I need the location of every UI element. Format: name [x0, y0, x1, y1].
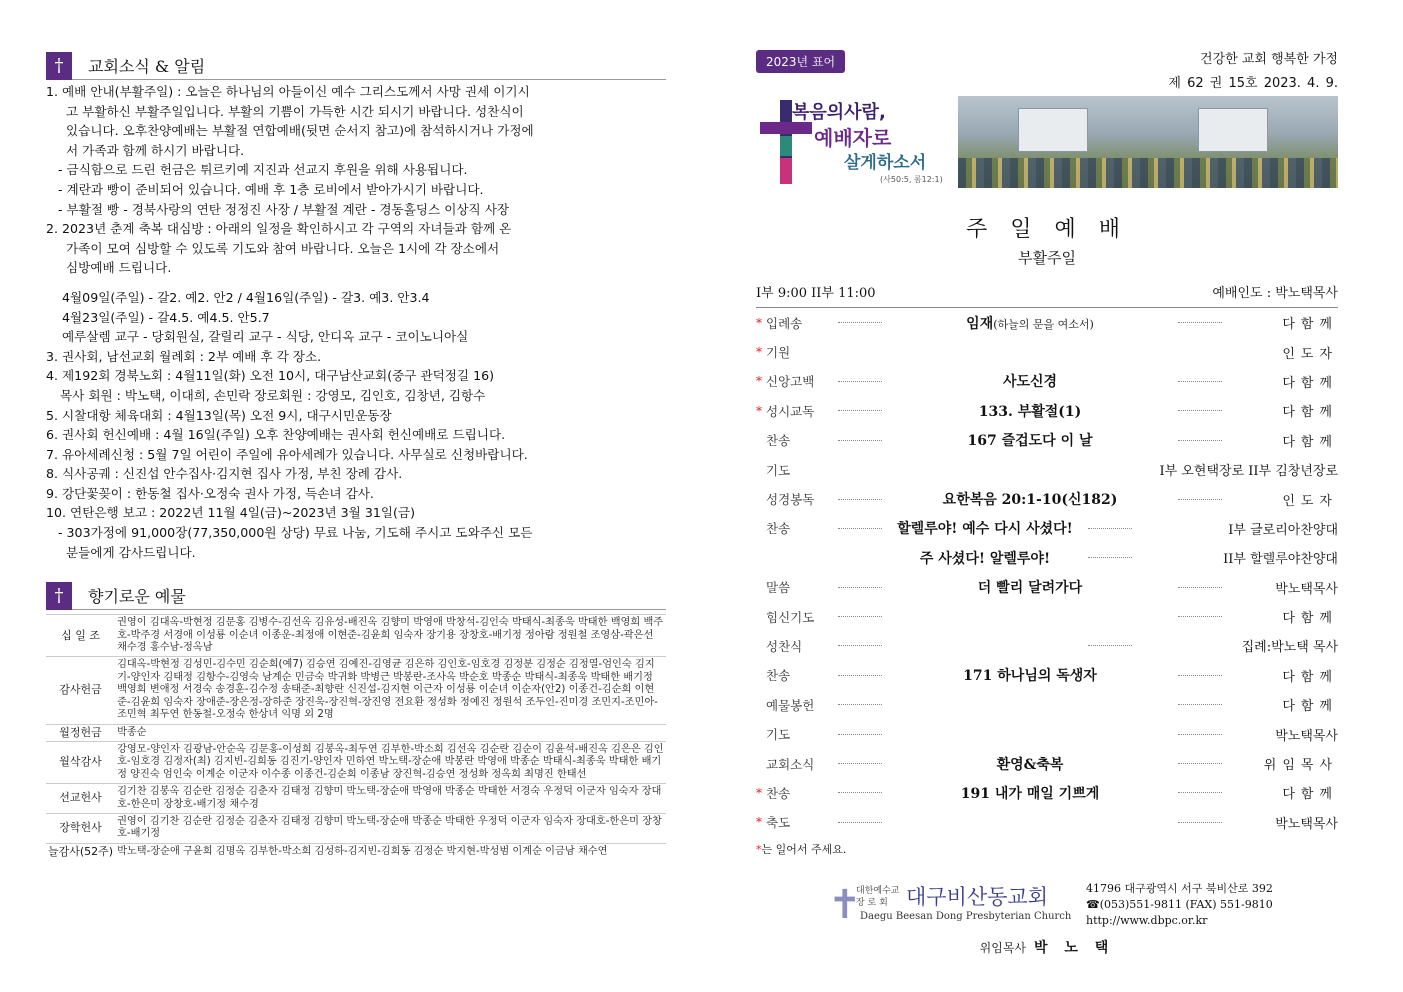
- news-line: 4월23일(주일) - 갈4.5. 예4.5. 안5.7: [62, 309, 270, 325]
- stand-mark: *: [756, 315, 762, 330]
- order-item-content: [888, 313, 1172, 333]
- content-text: 환영&축복: [996, 756, 1064, 773]
- banner: [756, 96, 1338, 194]
- order-row: [756, 573, 1338, 602]
- order-item-name: 찬송: [766, 433, 791, 449]
- dot-leader: [838, 734, 882, 735]
- dot-leader: [1088, 528, 1132, 529]
- order-item-leader: 다함께: [1282, 434, 1338, 450]
- dot-leader: [838, 616, 882, 617]
- order-item-name: 축도: [766, 815, 791, 831]
- offering-label: 월삭감사: [46, 741, 115, 783]
- order-row: [756, 778, 1338, 807]
- order-row: [756, 631, 1338, 660]
- stand-mark: *: [756, 785, 762, 800]
- order-item-name: 교회소식: [766, 756, 815, 772]
- offering-names: 김대옥-박현정 김성민-김수민 김순희(예7) 김승연 김예진-김영균 김은하 김인호-임호경 김정분 김정순 김정열-엄인숙 김지기-양인자 김태정 김항수-김영숙 남계순 민금숙 박귀화 박병근 박봉란-조사옥 박순호 박종순 박태식-최종욱 박태한 배기정 백영희 변애정 서경숙 송경훈-김수정 송태준-최향란 신진섭-김지현 이근자 이성룡 이순녀 이순자(안2) 이종건-김순희 이현준-김윤희 임숙자 장애준-장은정-장하준 장진욱-장진혁-장진영 전요환 정성화 정예진 정원석 조두인-진미경 조민지-조민아-조민혁 최두연 한동철-오정숙 한상녀 익명 외 2명: [115, 657, 666, 724]
- order-row: [756, 543, 1338, 572]
- order-item-name: 힘신기도: [766, 609, 815, 625]
- order-row: [756, 337, 1338, 366]
- stand-mark: *: [756, 374, 762, 389]
- phone: ☎(053)551-9811 (FAX) 551-9810: [1086, 898, 1273, 912]
- order-item-content: [888, 665, 1172, 685]
- offering-header: [46, 582, 666, 610]
- service-title: 주 일 예 배: [966, 217, 1128, 242]
- offering-names: 권영이 김대옥-박현정 김문홍 김병수-김선옥 김유성-배진옥 김향미 박영애 박창석-김인숙 박태식-최종욱 박태한 백영희 백주호-박주경 서경애 이성룡 이순녀 이종운-최정애 이현준-김윤희 임숙자 장기용 장창호-배기정 정아람 정원철 조영삼-곽은선 채수경 홍수남-정옥남: [115, 615, 666, 657]
- content-text: 할렐루야! 예수 다시 사셨다!: [897, 521, 1073, 538]
- news-line: - 부활절 빵 - 경북사랑의 연탄 정정진 사장 / 부활절 계란 - 경동홀딩스 이상직 사장: [58, 201, 510, 217]
- dot-leader: [838, 499, 882, 500]
- order-item-name: 성찬식: [766, 638, 803, 654]
- offering-label: 월정헌금: [46, 724, 115, 741]
- cross-icon: †: [46, 52, 72, 80]
- order-item-leader: 위임목사: [1263, 758, 1338, 774]
- order-item-name: 찬송: [766, 668, 791, 684]
- order-item-leader: 집례:박노택 목사: [1241, 640, 1338, 656]
- offering-label: 장학헌사: [46, 813, 115, 843]
- order-item-leader: 박노택목사: [1275, 816, 1338, 832]
- offering-row: [46, 615, 666, 657]
- order-item-content: [888, 401, 1172, 421]
- content-text: 사도신경: [1002, 374, 1058, 391]
- news-line: 7. 유아세례신청 : 5월 7일 어린이 주일에 유아세례가 있습니다. 사무실로 신청바랍니다.: [46, 446, 528, 462]
- order-item-name: 성시교독: [766, 403, 815, 419]
- note-text: 는 일어서 주세요.: [761, 843, 847, 857]
- order-item-content: [888, 754, 1172, 774]
- dot-leader: [838, 792, 882, 793]
- offering-row: [46, 724, 666, 741]
- offering-label: 십 일 조: [46, 615, 115, 657]
- church-footer: [756, 877, 1338, 947]
- order-row: [756, 514, 1338, 543]
- news-line: 있습니다. 오후찬양예배는 부활절 연합예배(뒷면 순서지 참고)에 참석하시거나 가정에: [66, 123, 534, 139]
- news-line: 8. 식사공궤 : 신진섭 안수집사·김지현 집사 가정, 부친 장례 감사.: [46, 466, 403, 482]
- news-line: 예루살렘 교구 - 당회원실, 갈릴리 교구 - 식당, 안디옥 교구 - 코이노니아실: [62, 329, 469, 345]
- service-times: I부 9:00 II부 11:00: [756, 286, 876, 301]
- logo-line-2: 예배자로: [814, 126, 892, 150]
- church-contact: [1086, 881, 1273, 929]
- content-text: 임재: [966, 315, 994, 332]
- content-text: 주 사셨다! 알렐루야!: [919, 550, 1051, 567]
- news-line: 목사 회원 : 박노택, 이대희, 손민락 장로회원 : 강영모, 김인호, 김창년, 김항수: [60, 387, 486, 403]
- logo-line-1: 복음의사람,: [792, 102, 886, 123]
- slogan: 건강한 교회 행복한 가정: [1200, 52, 1338, 67]
- order-item-leader: 박노택목사: [1275, 581, 1338, 597]
- order-item-name: 신앙고백: [766, 374, 815, 390]
- news-title: 교회소식 & 알림: [88, 57, 206, 76]
- dot-leader: [1178, 410, 1222, 411]
- standing-note: [756, 841, 1338, 857]
- issue-date: 제 62 권 15호 2023. 4. 9.: [1168, 76, 1338, 91]
- right-column: [756, 46, 1338, 957]
- order-item-name: 찬송: [766, 785, 791, 801]
- dot-leader: [838, 587, 882, 588]
- dot-leader: [838, 528, 882, 529]
- dot-leader: [1178, 822, 1222, 823]
- order-item-leader: 다함께: [1282, 375, 1338, 391]
- news-line: - 계란과 빵이 준비되어 있습니다. 예배 후 1층 로비에서 받아가시기 바랍니다.: [58, 181, 484, 197]
- offering-label: 감사헌금: [46, 657, 115, 724]
- top-bar: [756, 46, 1338, 96]
- content-text: 더 빨리 달려가다: [977, 580, 1083, 597]
- offering-row: [46, 813, 666, 843]
- news-line: 3. 권사회, 남선교회 월례회 : 2부 예배 후 각 장소.: [46, 348, 322, 364]
- order-row: [756, 749, 1338, 778]
- news-line: 가족이 모여 심방할 수 있도록 기도와 참여 바랍니다. 오늘은 1시에 각 장소에서: [66, 240, 500, 256]
- order-row: [756, 602, 1338, 631]
- order-item-leader: 다함께: [1282, 787, 1338, 803]
- news-line: 고 부활하신 부활주일입니다. 부활의 기쁨이 가득한 시간 되시기 바랍니다. 성찬식이: [66, 103, 524, 119]
- order-row: [756, 426, 1338, 455]
- order-item-leader: 인도자: [1282, 346, 1338, 362]
- order-item-leader: 다함께: [1282, 611, 1338, 627]
- news-line: 분들에게 감사드립니다.: [66, 544, 196, 560]
- order-row: [756, 455, 1338, 484]
- worship-photo: [958, 96, 1338, 188]
- news-line: 2. 2023년 춘계 축복 대심방 : 아래의 일정을 확인하시고 각 구역의 자녀들과 함께 온: [46, 221, 512, 237]
- dot-leader: [1178, 734, 1222, 735]
- offering-names: 권영이 김기찬 김순란 김정순 김춘자 김태정 김향미 박노택-장순애 박종순 박태한 우정덕 이군자 임숙자 장대호-한은미 장창호-배기정: [115, 813, 666, 843]
- dot-leader: [838, 410, 882, 411]
- news-header: [46, 52, 666, 80]
- order-item-content: [888, 783, 1172, 803]
- content-text: 167 즐겁도다 이 날: [967, 433, 1093, 450]
- order-row: [756, 661, 1338, 690]
- logo-line-3: 살게하소서: [844, 153, 927, 173]
- pastor-name: 박 노 택: [1034, 940, 1115, 957]
- offering-row: [46, 843, 666, 860]
- order-item-name: 입례송: [766, 315, 803, 331]
- order-row: [756, 484, 1338, 513]
- news-line: - 금식함으로 드린 헌금은 튀르키예 지진과 선교지 후원을 위해 사용됩니다.: [58, 162, 468, 178]
- service-leader: 예배인도 : 박노택목사: [1212, 286, 1338, 301]
- order-item-content: [888, 430, 1172, 450]
- dot-leader: [1178, 499, 1222, 500]
- dot-leader: [838, 763, 882, 764]
- dot-leader: [838, 645, 882, 646]
- news-list: [46, 82, 666, 562]
- offering-label: 늘감사(52주): [46, 843, 115, 860]
- dot-leader: [1178, 763, 1222, 764]
- order-item-name: 기도: [766, 462, 791, 478]
- order-row: [756, 690, 1338, 719]
- cross-icon: †: [46, 582, 72, 610]
- content-text: 133. 부활절(1): [978, 403, 1082, 420]
- offering-table: [46, 614, 666, 860]
- news-line: 심방예배 드립니다.: [66, 260, 172, 276]
- dot-leader: [838, 381, 882, 382]
- content-text: 191 내가 매일 기쁘게: [960, 785, 1100, 802]
- order-item-name: 기도: [766, 727, 791, 743]
- news-line: - 303가정에 91,000장(77,350,000원 상당) 무료 나눔, 기도해 주시고 도와주신 모든: [58, 525, 533, 541]
- dot-leader: [1178, 704, 1222, 705]
- order-row: [756, 396, 1338, 425]
- dot-leader: [1178, 616, 1222, 617]
- service-times-row: [756, 282, 1338, 308]
- order-item-leader: I부 글로리아찬양대: [1228, 522, 1338, 538]
- order-item-content: [888, 489, 1172, 509]
- year-badge: 2023년 표어: [756, 50, 845, 73]
- dot-leader: [1178, 675, 1222, 676]
- news-line: 서 가족과 함께 하시기 바랍니다.: [66, 142, 245, 158]
- logo-verse: (사50:5, 롬12:1): [880, 175, 943, 184]
- dot-leader: [838, 440, 882, 441]
- news-line: 9. 강단꽃꽂이 : 한동철 집사·오정숙 권사 가정, 득손녀 감사.: [46, 485, 374, 501]
- order-item-leader: II부 할렐루야찬양대: [1223, 552, 1338, 568]
- offering-names: 강영모-양인자 김광남-안순옥 김문홍-이성희 김봉옥-최두연 김부한-박소희 김선옥 김순란 김순이 김윤석-배진옥 김은은 김인호-임호경 김정자(최) 김지빈-김희동 김진기-양인자 민하연 박노택-장순애 박봉란 박영애 박종순 박태식-최종욱 박태한 배기정 양진숙 엄인숙 이계순 이군자 이수종 이종건-김순희 이종남 장진혁-김승연 정성화 정옥희 최명진 한태선: [115, 741, 666, 783]
- order-item-leader: 다함께: [1282, 405, 1338, 421]
- dot-leader: [838, 704, 882, 705]
- news-line: 5. 시찰대항 체육대회 : 4월13일(목) 오전 9시, 대구시민운동장: [46, 407, 392, 423]
- order-of-worship: [756, 308, 1338, 837]
- church-name: 대구비산동교회: [906, 885, 1049, 910]
- news-line: 6. 권사회 헌신예배 : 4월 16일(주일) 오후 찬양예배는 권사회 헌신예배로 드립니다.: [46, 427, 506, 443]
- offering-row: [46, 784, 666, 814]
- stand-mark: *: [756, 403, 762, 418]
- offering-row: [46, 657, 666, 724]
- order-item-name: 말씀: [766, 580, 791, 596]
- order-item-content: [888, 548, 1082, 568]
- order-item-name: 성경봉독: [766, 492, 815, 508]
- news-line: 10. 연탄은행 보고 : 2022년 11월 4일(금)~2023년 3월 31일(금): [46, 505, 415, 521]
- address: 41796 대구광역시 서구 북비산로 392: [1086, 882, 1273, 896]
- order-item-name: 찬송: [766, 521, 791, 537]
- dot-leader: [838, 822, 882, 823]
- offering-row: [46, 741, 666, 783]
- order-item-leader: I부 오현택장로 II부 김창년장로: [1159, 464, 1338, 480]
- content-text: 171 하나님의 독생자: [963, 668, 1097, 685]
- dot-leader: [1178, 440, 1222, 441]
- church-english-name: Daegu Beesan Dong Presbyterian Church: [860, 911, 1072, 923]
- website: http://www.dbpc.or.kr: [1086, 914, 1208, 928]
- denomination: 대한예수교 장 로 회: [856, 886, 900, 909]
- service-subtitle: 부활주일: [1018, 249, 1076, 267]
- offering-label: 선교헌사: [46, 784, 115, 814]
- order-item-leader: 박노택목사: [1275, 728, 1338, 744]
- order-item-leader: 다함께: [1282, 699, 1338, 715]
- offering-title: 향기로운 예물: [88, 587, 186, 607]
- news-line: 4월09일(주일) - 갈2. 예2. 안2 / 4월16일(주일) - 갈3. 예3. 안3.4: [62, 289, 430, 305]
- order-row: [756, 808, 1338, 837]
- dot-leader: [1178, 322, 1222, 323]
- order-row: [756, 367, 1338, 396]
- order-item-leader: 다함께: [1282, 669, 1338, 685]
- offering-names: 김기찬 김봉옥 김순란 김정순 김춘자 김태정 김향미 박노택-장순애 박영애 박종순 박태한 서경숙 우정덕 이군자 임숙자 장대호-한은미 장창호-배기정 채수경: [115, 784, 666, 814]
- news-line: [46, 278, 666, 288]
- stand-mark: *: [756, 345, 762, 360]
- order-item-leader: 다함께: [1282, 317, 1338, 333]
- order-item-content: [888, 577, 1172, 597]
- content-note: (하늘의 문을 여소서): [993, 317, 1094, 331]
- order-row: [756, 308, 1338, 337]
- order-item-content: [888, 518, 1082, 538]
- order-item-leader: 인도자: [1282, 493, 1338, 509]
- dot-leader: [1088, 557, 1132, 558]
- left-column: [46, 52, 666, 860]
- content-text: 요한복음 20:1-10(신182): [942, 492, 1118, 509]
- news-line: 1. 예배 안내(부활주일) : 오늘은 하나님의 아들이신 예수 그리스도께서 사망 권세 이기시: [46, 84, 530, 99]
- pastor-title: 위임목사: [979, 941, 1027, 956]
- dot-leader: [1178, 587, 1222, 588]
- order-row: [756, 719, 1338, 748]
- stand-mark: *: [756, 815, 762, 830]
- dot-leader: [838, 322, 882, 323]
- note-star: *: [756, 843, 762, 857]
- dot-leader: [838, 675, 882, 676]
- dot-leader: [1178, 381, 1222, 382]
- offering-names: 박노택-장순애 구윤희 김명옥 김부한-박소희 김성하-김지빈-김희동 김정순 박지현-박성범 이계순 이금남 채수연: [115, 843, 666, 860]
- offering-names: 박종순: [115, 724, 666, 741]
- order-item-name: 기원: [766, 345, 791, 361]
- order-item-content: [888, 371, 1172, 391]
- news-line: 4. 제192회 경북노회 : 4월11일(화) 오전 10시, 대구남산교회(중구 관덕정길 16): [46, 368, 495, 384]
- church-cross-icon: ✝: [828, 882, 862, 929]
- dot-leader: [1088, 645, 1132, 646]
- order-item-name: 예물봉헌: [766, 697, 815, 713]
- dot-leader: [1178, 792, 1222, 793]
- motto-logo: [756, 96, 956, 188]
